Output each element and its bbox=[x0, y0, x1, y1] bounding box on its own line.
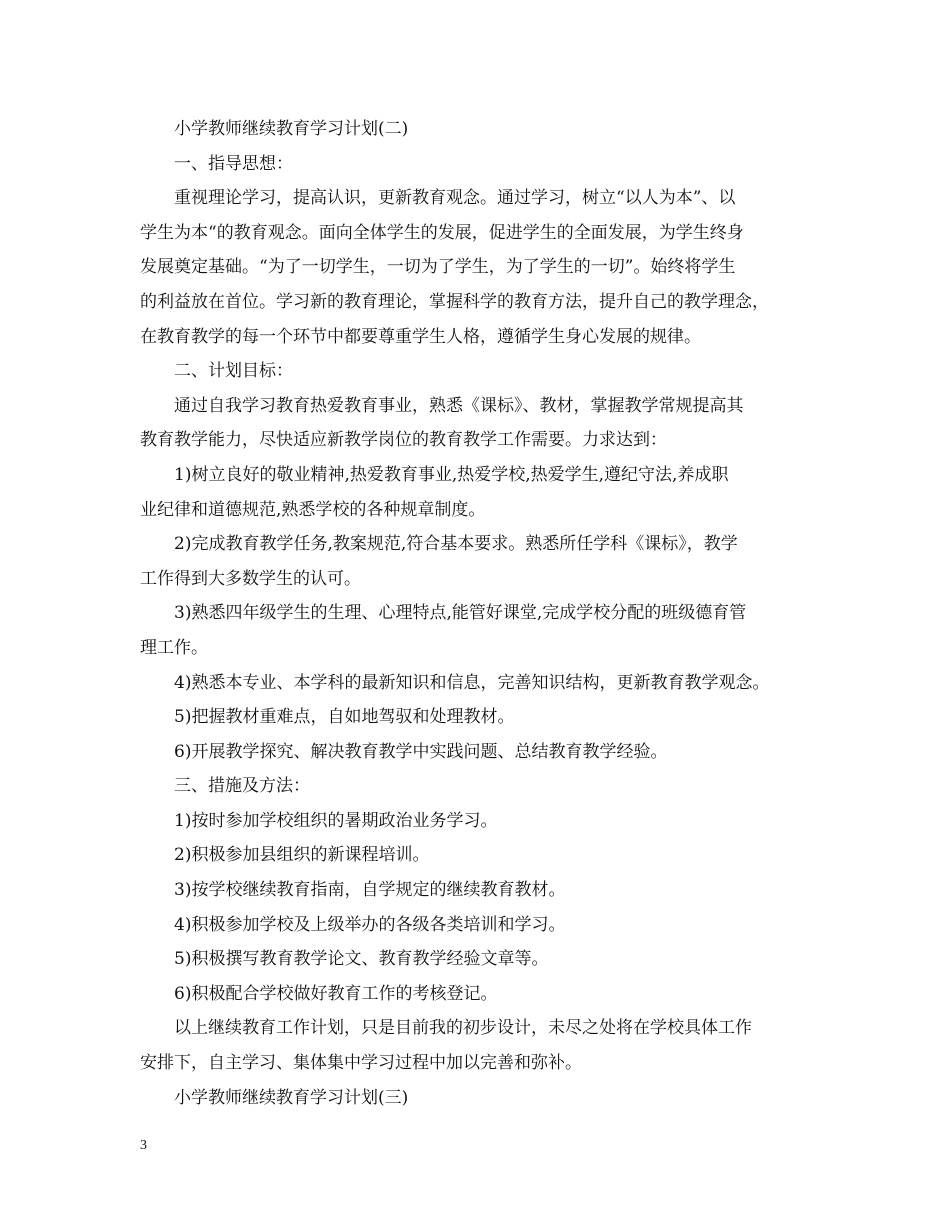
text-line: 4)熟悉本专业、本学科的最新知识和信息，完善知识结构，更新教育教学观念。 bbox=[174, 672, 770, 693]
text-line: 三、措施及方法： bbox=[174, 776, 310, 797]
text-line: 工作得到大多数学生的认可。 bbox=[140, 568, 361, 589]
text-line: 重视理论学习，提高认识，更新教育观念。通过学习，树立“以人为本”、以 bbox=[174, 188, 736, 209]
text-line: 理工作。 bbox=[140, 637, 208, 658]
text-line: 6)开展教学探究、解决教育教学中实践问题、总结教育教学经验。 bbox=[174, 741, 668, 762]
text-line: 教育教学能力，尽快适应新教学岗位的教育教学工作需要。力求达到： bbox=[140, 430, 667, 451]
text-line: 的利益放在首位。学习新的教育理论，掌握科学的教育方法，提升自己的教学理念， bbox=[140, 291, 769, 312]
text-line: 业纪律和道德规范,熟悉学校的各种规章制度。 bbox=[140, 499, 486, 520]
text-line: 4)积极参加学校及上级举办的各级各类培训和学习。 bbox=[174, 914, 566, 935]
text-line: 1)按时参加学校组织的暑期政治业务学习。 bbox=[174, 810, 498, 831]
text-line: 1)树立良好的敬业精神,热爱教育事业,热爱学校,热爱学生,遵纪守法,养成职 bbox=[174, 464, 729, 485]
text-line: 学生为本“的教育观念。面向全体学生的发展，促进学生的全面发展，为学生终身 bbox=[140, 222, 744, 243]
text-line: 2)积极参加县组织的新课程培训。 bbox=[174, 845, 430, 866]
text-line: 3)熟悉四年级学生的生理、心理特点,能管好课堂,完成学校分配的班级德育管 bbox=[174, 603, 747, 624]
text-line: 发展奠定基础。“为了一切学生，一切为了学生，为了学生的一切”。始终将学生 bbox=[140, 257, 736, 278]
text-line: 6)积极配合学校做好教育工作的考核登记。 bbox=[174, 983, 498, 1004]
text-line: 小学教师继续教育学习计划(二) bbox=[174, 119, 409, 139]
text-line: 2)完成教育教学任务,教案规范,符合基本要求。熟悉所任学科《课标》，教学 bbox=[174, 534, 738, 555]
text-line: 以上继续教育工作计划，只是目前我的初步设计，未尽之处将在学校具体工作 bbox=[174, 1018, 752, 1039]
text-line: 在教育教学的每一个环节中都要尊重学生人格，遵循学生身心发展的规律。 bbox=[140, 326, 701, 347]
text-line: 3)按学校继续教育指南，自学规定的继续教育教材。 bbox=[174, 880, 566, 901]
text-line: 5)把握教材重难点，自如地驾驭和处理教材。 bbox=[174, 707, 515, 728]
text-line: 二、计划目标： bbox=[174, 361, 293, 382]
text-line: 一、指导思想： bbox=[174, 153, 293, 174]
text-line: 通过自我学习教育热爱教育事业，熟悉《课标》、教材，掌握教学常规提高其 bbox=[174, 395, 744, 416]
text-line: 5)积极撰写教育教学论文、教育教学经验文章等。 bbox=[174, 949, 549, 970]
text-line: 小学教师继续教育学习计划(三) bbox=[174, 1087, 409, 1108]
text-line: 安排下，自主学习、集体集中学习过程中加以完善和弥补。 bbox=[140, 1053, 582, 1074]
document-body bbox=[140, 112, 830, 1115]
page-number: 3 bbox=[140, 1138, 147, 1153]
